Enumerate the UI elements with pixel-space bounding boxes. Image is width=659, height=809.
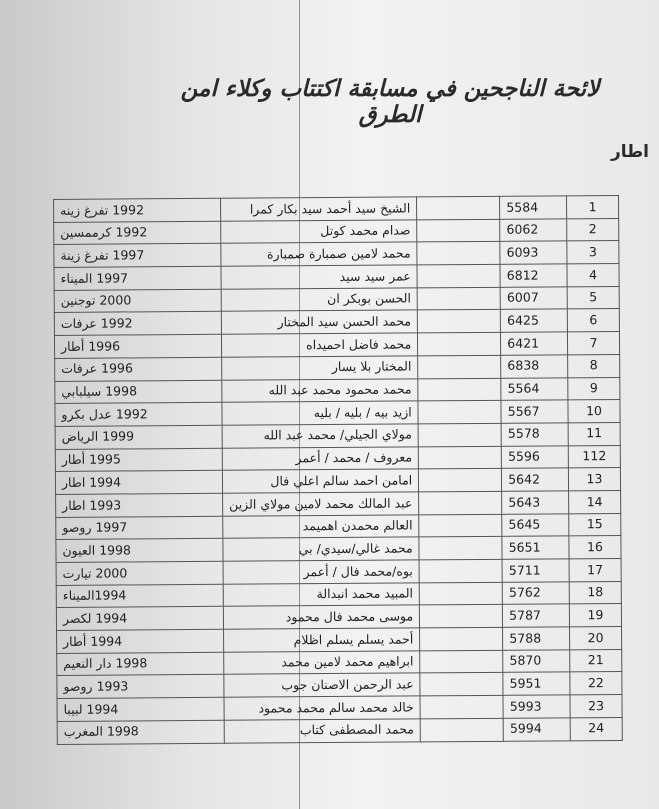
candidate-id: 5642 [502,468,569,491]
results-table-body [54,196,623,744]
candidate-name: مولاي الجيلي/ محمد عبد الله [222,424,418,448]
birth-year-place: 2000 توجنين [54,289,221,313]
birth-year-place: 1998 العيون [56,539,223,563]
empty-cell [420,650,503,673]
candidate-id: 6093 [500,241,567,264]
table-row [57,717,622,744]
empty-cell [420,605,503,628]
empty-cell [417,264,500,287]
empty-cell [418,332,501,355]
empty-cell [417,219,500,242]
row-number: 16 [569,536,621,559]
candidate-id: 5578 [501,423,568,446]
candidate-name: بوه/محمد فال / أعمر [223,560,419,584]
empty-cell [418,378,501,401]
birth-year-place: 1994 لبيبا [57,697,224,721]
candidate-id: 5788 [503,627,570,650]
candidate-id: 5643 [502,491,569,514]
empty-cell [418,446,501,469]
candidate-id: 5762 [502,582,569,605]
row-number: 112 [568,445,620,468]
candidate-id: 5596 [501,445,568,468]
empty-cell [418,355,501,378]
birth-year-place: 1999 الرياض [55,425,222,449]
empty-cell [419,537,502,560]
empty-cell [417,287,500,310]
candidate-id: 5870 [503,650,570,673]
candidate-name: المختار بلا يسار [222,356,418,380]
row-number: 14 [569,490,621,513]
candidate-name: موسى محمد فال محمود [223,605,419,629]
row-number: 2 [567,218,619,241]
birth-year-place: 1994 لكصر [56,607,223,631]
empty-cell [419,582,502,605]
candidate-name: الحسن بوبكر ان [221,288,417,312]
empty-cell [418,310,501,333]
birth-year-place: 1997 روصو [56,516,223,540]
empty-cell [419,514,502,537]
empty-cell [418,423,501,446]
empty-cell [420,673,503,696]
candidate-id: 5567 [501,400,568,423]
row-number: 9 [568,377,620,400]
empty-cell [418,401,501,424]
candidate-name: عبد الرحمن الاصنان جوب [224,673,420,697]
candidate-id: 5645 [502,513,569,536]
birth-year-place: 1992 عرفات [54,312,221,336]
candidate-name: محمد غالي/سيدي/ بي [223,537,419,561]
candidate-id: 5787 [503,604,570,627]
row-number: 13 [568,468,620,491]
row-number: 5 [567,286,619,309]
birth-year-place: 1992 كرممسين [54,221,221,245]
candidate-id: 5994 [503,718,570,741]
birth-year-place: 1998 دار النعيم [57,652,224,676]
row-number: 20 [569,627,621,650]
birth-year-place: 1994الميناء [56,584,223,608]
candidate-name: محمد لامين صمبارة صمبارة [221,242,417,266]
birth-year-place: 1992 عدل بكرو [55,402,222,426]
row-number: 8 [568,354,620,377]
document-title: لائحة الناجحين في مسابقة اكتتاب وكلاء امن الطرق [180,76,600,128]
candidate-name: العالم محمدن اهميمد [223,515,419,539]
candidate-name: ابراهيم محمد لامين محمد [224,651,420,675]
candidate-id: 6812 [500,264,567,287]
candidate-id: 5651 [502,536,569,559]
row-number: 7 [567,332,619,355]
candidate-id: 6007 [500,287,567,310]
candidate-name: محمد الحسن سيد المختار [221,310,417,334]
row-number: 11 [568,422,620,445]
row-number: 19 [569,604,621,627]
birth-year-place: 1998 المغرب [57,720,224,744]
candidate-name: خالد محمد سالم محمد محمود [224,696,420,720]
birth-year-place: 1996 عرفات [55,357,222,381]
empty-cell [417,242,500,265]
candidate-id: 6838 [501,355,568,378]
candidate-name: عمر سيد سيد [221,265,417,289]
row-number: 6 [567,309,619,332]
row-number: 17 [569,558,621,581]
candidate-id: 6062 [500,219,567,242]
results-table [53,195,623,744]
candidate-name: صدام محمد كوتل [221,220,417,244]
birth-year-place: 1997 تفرغ زينة [54,244,221,268]
candidate-name: ازيد بيه / بليه / بليه [222,401,418,425]
candidate-id: 6425 [501,309,568,332]
candidate-id: 5584 [500,196,567,219]
candidate-id: 5711 [502,559,569,582]
candidate-name: أحمد يسلم يسلم اظلام [224,628,420,652]
birth-year-place: 1992 تفرغ زينه [54,198,221,222]
birth-year-place: 1996 أطار [54,334,221,358]
candidate-name: معروف / محمد / أعمر [222,446,418,470]
row-number: 15 [569,513,621,536]
birth-year-place: 1993 اطار [56,493,223,517]
empty-cell [420,718,503,741]
candidate-name: امامن احمد سالم اعلي فال [222,469,418,493]
birth-year-place: 2000 تيارت [56,561,223,585]
candidate-id: 5564 [501,377,568,400]
row-number: 24 [570,717,622,740]
empty-cell [419,469,502,492]
empty-cell [420,695,503,718]
empty-cell [417,196,500,219]
candidate-name: الشيخ سيد أحمد سيد بكار كمرا [221,197,417,221]
birth-year-place: 1997 الميناء [54,266,221,290]
birth-year-place: 1994 أطار [57,629,224,653]
candidate-name: المبيد محمد انبدالة [223,583,419,607]
row-number: 10 [568,400,620,423]
empty-cell [420,627,503,650]
candidate-name: محمد المصطفى كتاب [224,719,420,743]
row-number: 23 [570,695,622,718]
row-number: 1 [566,196,618,219]
row-number: 22 [570,672,622,695]
candidate-name: عبد المالك محمد لامين مولاي الزين [223,492,419,516]
row-number: 3 [567,241,619,264]
birth-year-place: 1998 سيلبابي [55,380,222,404]
row-number: 21 [570,649,622,672]
row-number: 18 [569,581,621,604]
empty-cell [419,491,502,514]
candidate-id: 5951 [503,672,570,695]
row-number: 4 [567,264,619,287]
birth-year-place: 1993 روصو [57,675,224,699]
birth-year-place: 1995 أطار [55,448,222,472]
candidate-name: محمد فاضل احميداه [221,333,417,357]
candidate-id: 6421 [501,332,568,355]
empty-cell [419,559,502,582]
candidate-id: 5993 [503,695,570,718]
candidate-name: محمد محمود محمد عبد الله [222,378,418,402]
birth-year-place: 1994 اطار [55,471,222,495]
region-heading: اطار [610,142,649,162]
